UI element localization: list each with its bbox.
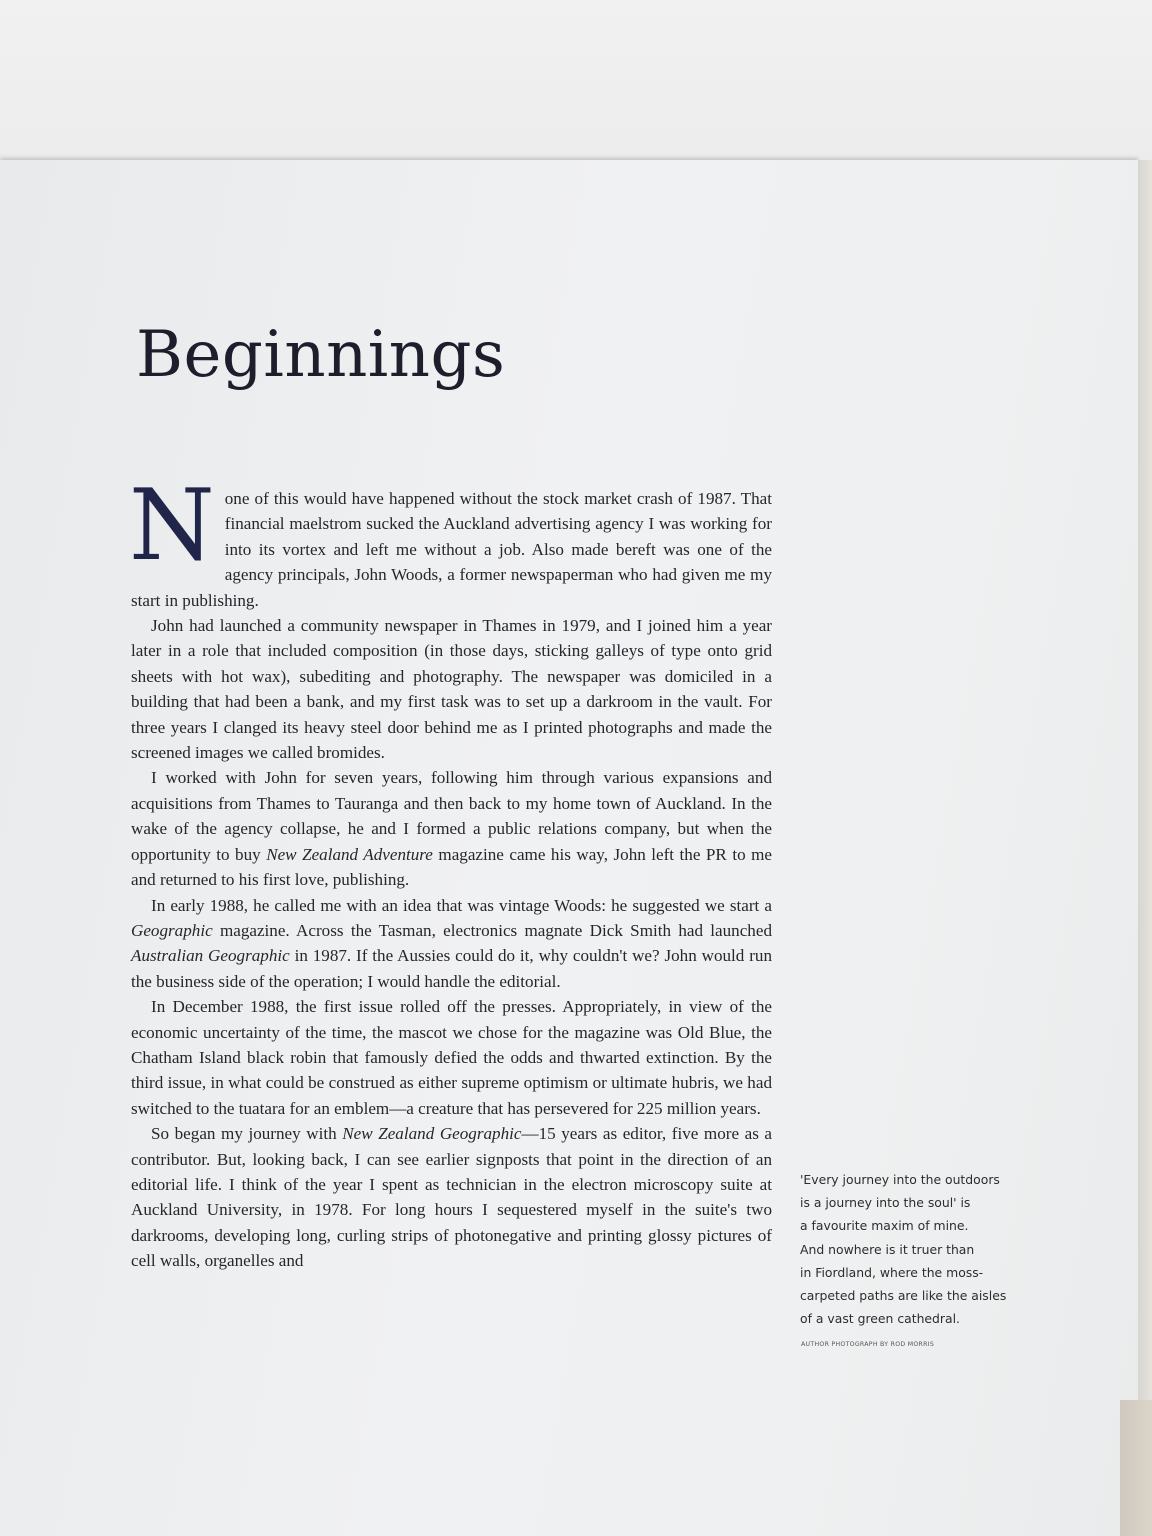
- magazine-title-nz-geographic: New Zealand Geographic: [342, 1124, 522, 1144]
- paragraph-1-text: one of this would have happened without the stock market crash of 1987. That financial maelstrom sucked the Auckland advertising agency I was working for into its vortex and left me without a job. Also made bereft was one of the agency principals, John Woods, a former newspaperman who had given me my start in publishing.: [131, 489, 772, 610]
- paragraph-4-text-b: magazine. Across the Tasman, electronics magnate Dick Smith had launched: [212, 920, 772, 940]
- page-edge-bottom: [1120, 1400, 1152, 1536]
- caption-line: carpeted paths are like the aisles: [800, 1288, 1007, 1304]
- caption-line: of a vast green cathedral.: [800, 1311, 960, 1327]
- paragraph-3-text-a: I worked with John for seven years, following him through various expansions and acquisitions from Thames to Tauranga and then back to my home town of Auckland. In the wake of the agency collapse, he and I formed a public relations company, but when the opportunity to buy: [131, 768, 772, 864]
- caption-line: in Fiordland, where the moss-: [800, 1264, 984, 1280]
- caption-line: a favourite maxim of mine.: [800, 1218, 969, 1234]
- paragraph-4-text-c: in 1987. If the Aussies could do it, why couldn't we? John would run the business side of the operation; I would handle the editorial.: [131, 946, 773, 991]
- magazine-title-adventure: New Zealand Adventure: [266, 844, 433, 864]
- chapter-title: Beginnings: [136, 318, 506, 392]
- paragraph-6-text-a: So began my journey with: [151, 1124, 343, 1144]
- photo-caption: [800, 1168, 1030, 1330]
- paragraph-4: [131, 893, 772, 995]
- paragraph-3-text-b: magazine came his way, John left the PR to me and returned to his first love, publishing.: [131, 844, 772, 890]
- caption-line: 'Every journey into the outdoors: [800, 1172, 1000, 1187]
- photo-credit: AUTHOR PHOTOGRAPH BY ROD MORRIS: [801, 1341, 935, 1348]
- body-text: [129, 469, 773, 1274]
- magazine-title-geographic: Geographic: [131, 920, 213, 940]
- page-edge: [1138, 160, 1152, 1536]
- paragraph-3: [131, 765, 772, 892]
- paragraph-6: [131, 1121, 772, 1273]
- drop-cap: N: [129, 469, 215, 583]
- paragraph-2: John had launched a community newspaper in Thames in 1979, and I joined him a year later in a role that included composition (in those days, sticking galleys of type onto grid sheets with hot wax), subediting and photography. The newspaper was domiciled in a building that had been a bank, and my first task was to set up a darkroom in the vault. For three years I clanged its heavy steel door behind me as I printed photographs and made the screened images we called bromides.: [131, 616, 772, 763]
- paragraph-4-text-a: In early 1988, he called me with an idea that was vintage Woods: he suggested we start a: [151, 895, 772, 915]
- paragraph-5: In December 1988, the first issue rolled off the presses. Appropriately, in view of the economic uncertainty of the time, the mascot we chose for the magazine was Old Blue, the Chatham Island black robin that famously defied the odds and thwarted extinction. By the third issue, in what could be construed as either supreme optimism or ultimate hubris, we had switched to the tuatara for an emblem—a creature that has persevered for 225 million years.: [131, 997, 772, 1118]
- caption-line: And nowhere is it truer than: [800, 1241, 975, 1257]
- magazine-title-australian-geographic: Australian Geographic: [131, 946, 290, 966]
- paragraph-6-text-b: —15 years as editor, five more as a contributor. But, looking back, I can see earlier signposts that point in the direction of an editorial life. I think of the year I spent as technician in the electron microscopy suite at Auckland University, in 1978. For long hours I sequestered myself in the suite's two darkrooms, developing long, curling strips of photonegative and printing glossy pictures of cell walls, organelles and: [131, 1124, 773, 1271]
- background-wall: [0, 0, 1152, 175]
- caption-line: is a journey into the soul' is: [800, 1195, 971, 1211]
- paragraph-1: [129, 469, 772, 613]
